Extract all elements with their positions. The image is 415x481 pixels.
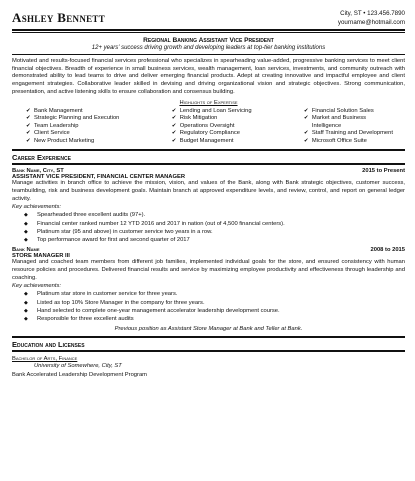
- highlights-list: [26, 108, 393, 146]
- bullet-icon: ◆: [24, 316, 28, 323]
- achievements-label: Key achievements:: [12, 204, 61, 211]
- achievement-item: ◆ Platinum star store in customer service for three years.: [24, 291, 178, 298]
- achievement-item: ◆ Financial center ranked number 12 YTD 2016 and 2017 in nation (out of 4,500 financial centers).: [24, 220, 285, 227]
- check-icon: ✔: [303, 137, 309, 144]
- achievement-item: ◆ Spearheaded three excellent audits (97+).: [24, 212, 146, 219]
- summary-rule: [12, 54, 405, 55]
- school: University of Somewhere, City, ST: [34, 363, 122, 370]
- highlight-item: ✔ Strategic Planning and Execution: [26, 115, 120, 122]
- bullet-icon: ◆: [24, 291, 28, 298]
- bullet-icon: ◆: [24, 307, 28, 314]
- job-description: Managed and coached team members from different job families, implemented individual goals for the store, and ensured consistency with human resource policies and procedures. Delivered financial results and service by maximizing employee productivity and effectiveness through leadership and coaching.: [12, 259, 405, 281]
- job-entry-2: [12, 247, 405, 323]
- highlight-item: ✔ Budget Management: [171, 137, 234, 144]
- header-rule-thin: [12, 32, 405, 33]
- highlight-item: ✔ Operations Oversight: [171, 122, 235, 129]
- check-icon: ✔: [26, 115, 31, 122]
- headline-tagline: 12+ years' success driving growth and developing leaders at top-tier banking institutions: [91, 45, 326, 51]
- highlight-item: ✔ Market and Business: [303, 115, 367, 122]
- highlights-column-1: [26, 108, 119, 146]
- header-rule: [12, 29, 405, 31]
- highlight-item: ✔ Client Service: [26, 130, 70, 137]
- previous-positions: Previous position as Assistant Store Manager at Bank and Teller at Bank.: [114, 326, 303, 333]
- check-icon: ✔: [303, 107, 309, 114]
- job-title: STORE MANAGER III: [12, 253, 70, 260]
- check-icon: ✔: [26, 137, 31, 144]
- employer-name: Bank Name: [12, 247, 40, 254]
- degree: Bachelor of Arts, Finance: [12, 356, 78, 363]
- section-rule: [12, 163, 405, 165]
- leadership-program: Bank Accelerated Leadership Development Program: [12, 372, 148, 379]
- bullet-icon: ◆: [24, 228, 28, 235]
- section-rule: [12, 350, 405, 352]
- education-section-header: [12, 336, 405, 352]
- career-section-title: Career Experience: [12, 153, 71, 163]
- highlight-item: ✔ Microsoft Office Suite: [303, 137, 367, 144]
- employer-name: Bank Name, City, ST: [12, 168, 64, 175]
- achievements-label: Key achievements:: [12, 283, 61, 290]
- achievements-list: [24, 211, 405, 244]
- bullet-icon: ◆: [24, 237, 28, 244]
- job-description: Manage activities in branch office to achieve the mission, vision, and values of the Bank, along with Bank strategic objectives, customer success, teambuilding, risk and business development goals. Maintain branch at approved expenditure levels, and review, control, and report on general ledger activity.: [12, 180, 405, 202]
- achievement-item: ◆ Responsible for three excellent audits: [24, 316, 134, 323]
- email: yourname@hotmail.com: [337, 19, 405, 26]
- job-title: ASSISTANT VICE PRESIDENT, FINANCIAL CENTER MANAGER: [12, 174, 186, 181]
- resume-header: [12, 6, 405, 27]
- highlight-item: ✔ Staff Training and Development: [303, 130, 393, 137]
- bullet-icon: ◆: [24, 220, 28, 227]
- check-icon: ✔: [26, 122, 31, 129]
- highlights-title: Highlights of Expertise: [179, 99, 238, 106]
- achievement-item: ◆ Platinum star (95 and above) in customer service two years in a row.: [24, 228, 213, 235]
- job-entry-1: [12, 168, 405, 244]
- achievement-item: ◆ Listed as top 10% Store Manager in the company for three years.: [24, 299, 205, 306]
- highlight-item: ✔ Lending and Loan Servicing: [171, 107, 252, 114]
- highlights-column-2: [172, 108, 252, 146]
- achievement-item: ◆ Hand selected to complete one-year management accelerator leadership development course.: [24, 307, 280, 314]
- highlight-item: ✔ Regulatory Compliance: [171, 130, 240, 137]
- highlight-item: ✔ Financial Solution Sales: [303, 107, 374, 114]
- highlight-item: ✔ Risk Mitigation: [171, 115, 218, 122]
- check-icon: ✔: [171, 115, 177, 122]
- headline-title: Regional Banking Assistant Vice President: [143, 37, 274, 44]
- highlight-item: Intelligence: [311, 122, 342, 129]
- highlight-item: ✔ Team Leadership: [26, 122, 79, 129]
- check-icon: ✔: [171, 122, 177, 129]
- check-icon: ✔: [171, 137, 177, 144]
- job-dates: 2008 to 2015: [370, 247, 405, 254]
- education-section-title: Education and Licenses: [12, 340, 85, 350]
- highlight-item: ✔ Bank Management: [26, 107, 83, 114]
- career-section-header: [12, 149, 405, 165]
- check-icon: ✔: [303, 115, 309, 122]
- candidate-name: Ashley Bennett: [12, 10, 106, 25]
- check-icon: ✔: [26, 130, 31, 137]
- highlights-column-3: [304, 108, 393, 146]
- highlight-item: ✔ New Product Marketing: [26, 137, 95, 144]
- bullet-icon: ◆: [24, 212, 28, 219]
- achievement-item: ◆ Top performance award for first and second quarter of 2017: [24, 237, 190, 244]
- check-icon: ✔: [171, 107, 177, 114]
- achievements-list: [24, 290, 405, 323]
- summary-paragraph: Motivated and results-focused financial services professional who specializes in spearheading value-added, progressive banking services to meet client financial objectives. Breadth of experience in small business services, wealth management, loan services, investments, and community outreach with demonstrated ability to lead teams to drive and deliver emerging financial products. Adept at creating innovative and impactful employee and client engagement strategies. Collaborative leader skilled in devising and driving organizational vision and strategic objectives. Strong communication, presentation, and active listening skills to ensure collaboration and consensus building.: [12, 58, 405, 95]
- location-phone: City, ST • 123.456.7890: [340, 10, 405, 17]
- contact-info: [338, 9, 405, 27]
- check-icon: ✔: [26, 107, 31, 114]
- check-icon: ✔: [303, 130, 309, 137]
- check-icon: ✔: [171, 130, 177, 137]
- job-dates: 2015 to Present: [362, 168, 405, 175]
- bullet-icon: ◆: [24, 299, 28, 306]
